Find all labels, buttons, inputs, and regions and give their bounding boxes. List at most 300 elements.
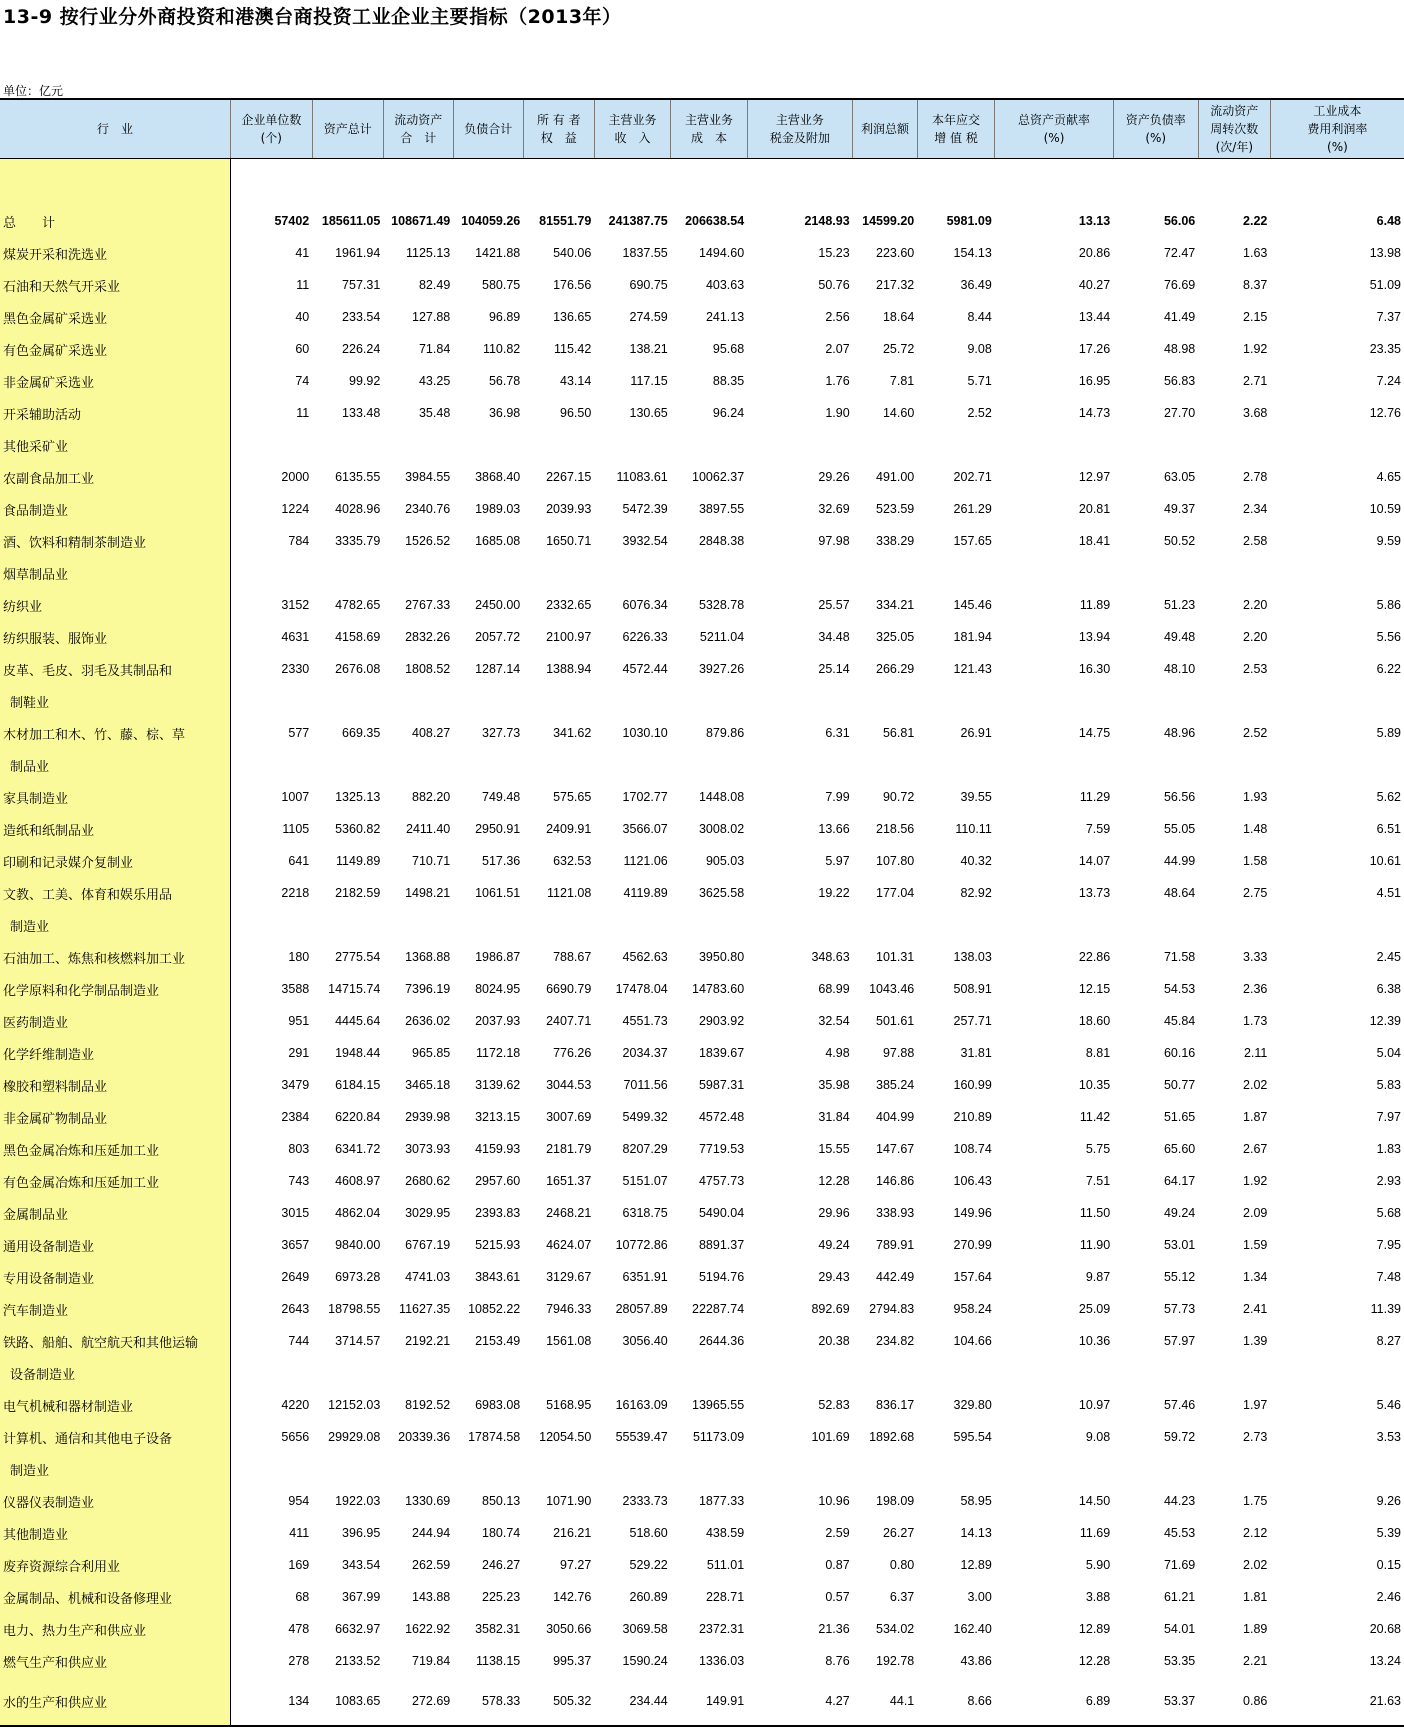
- value-cell: 505.32: [523, 1677, 594, 1726]
- value-cell: [1113, 429, 1198, 461]
- value-cell: 744: [288, 1334, 310, 1348]
- value-cell: 14.75: [1078, 726, 1111, 740]
- industry-name-cell: 化学纤维制造业: [0, 1037, 230, 1069]
- value-cell: 367.99: [342, 1590, 381, 1604]
- value-cell: 40: [295, 310, 310, 324]
- value-cell: 1.48: [1243, 822, 1268, 836]
- value-cell: 18.60: [1078, 1014, 1111, 1028]
- industry-name-cell: 专用设备制造业: [0, 1261, 230, 1293]
- value-cell: 9.08: [967, 342, 992, 356]
- industry-name-cell: 化学原料和化学制品制造业: [0, 973, 230, 1005]
- value-cell: 14715.74: [328, 982, 381, 996]
- value-cell: [230, 909, 312, 941]
- value-cell: 261.29: [953, 502, 992, 516]
- value-cell: [917, 557, 995, 589]
- value-cell: 55539.47: [615, 1430, 668, 1444]
- value-cell: [383, 429, 453, 461]
- value-cell: 10772.86: [615, 1238, 668, 1252]
- value-cell: 1892.68: [869, 1430, 915, 1444]
- value-cell: 4119.89: [623, 886, 668, 900]
- table-row: [0, 1197, 1404, 1229]
- value-cell: 2.46: [1376, 1590, 1401, 1604]
- value-cell: 3073.93: [405, 1142, 451, 1156]
- table-row: [0, 653, 1404, 685]
- value-cell: 6.38: [1376, 982, 1401, 996]
- value-cell: 12054.50: [539, 1430, 592, 1444]
- value-cell: [453, 429, 523, 461]
- value-cell: 0.80: [889, 1558, 915, 1572]
- value-cell: 31.81: [960, 1046, 992, 1060]
- industry-name-cell: 通用设备制造业: [0, 1229, 230, 1261]
- value-cell: 2340.76: [405, 502, 451, 516]
- table-row: [0, 1389, 1404, 1421]
- value-cell: 8.76: [825, 1654, 850, 1668]
- column-header-line: 周转次数: [1210, 122, 1259, 136]
- column-header-line: 收 入: [614, 131, 651, 145]
- table-row: [0, 429, 1404, 461]
- value-cell: [1113, 1453, 1198, 1485]
- value-cell: 511.01: [706, 1558, 745, 1572]
- value-cell: 16163.09: [615, 1398, 668, 1412]
- value-cell: 4757.73: [698, 1174, 745, 1188]
- value-cell: [917, 429, 995, 461]
- value-cell: 1961.94: [335, 246, 381, 260]
- value-cell: [523, 749, 594, 781]
- value-cell: 233.54: [342, 310, 381, 324]
- value-cell: 25.14: [818, 662, 850, 676]
- value-cell: 3657: [281, 1238, 310, 1252]
- value-cell: 2.59: [825, 1526, 850, 1540]
- value-cell: [383, 1453, 453, 1485]
- industry-name-cell: 电气机械和器材制造业: [0, 1389, 230, 1421]
- value-cell: 749.48: [482, 790, 521, 804]
- value-cell: 3015: [281, 1206, 310, 1220]
- value-cell: 10.61: [1369, 854, 1401, 868]
- value-cell: [230, 685, 312, 717]
- value-cell: 291: [288, 1046, 310, 1060]
- value-cell: 5.89: [1376, 726, 1401, 740]
- industry-name-cell: 仪器仪表制造业: [0, 1485, 230, 1517]
- value-cell: 65.60: [1163, 1142, 1196, 1156]
- value-cell: 1986.87: [475, 950, 521, 964]
- value-cell: 234.44: [594, 1677, 670, 1726]
- value-cell: 13.94: [1078, 630, 1111, 644]
- value-cell: [230, 557, 312, 589]
- value-cell: 71.69: [1163, 1558, 1196, 1572]
- table-row: [0, 1133, 1404, 1165]
- column-header: [312, 99, 383, 159]
- value-cell: 9.08: [1085, 1430, 1111, 1444]
- value-cell: 8.37: [1243, 278, 1268, 292]
- value-cell: 192.78: [876, 1654, 915, 1668]
- value-cell: 501.61: [876, 1014, 915, 1028]
- table-row: [0, 877, 1404, 909]
- value-cell: 2407.71: [546, 1014, 592, 1028]
- column-header-line: 企业单位数: [241, 113, 302, 127]
- value-cell: 60: [295, 342, 310, 356]
- value-cell: [1198, 429, 1270, 461]
- value-cell: 478: [288, 1622, 310, 1636]
- value-cell: 2.67: [1243, 1142, 1268, 1156]
- value-cell: 35.48: [418, 406, 451, 420]
- value-cell: 1.73: [1243, 1014, 1268, 1028]
- value-cell: 12.97: [1078, 470, 1111, 484]
- value-cell: 2643: [281, 1302, 310, 1316]
- table-row: [0, 1069, 1404, 1101]
- value-cell: 5.86: [1376, 598, 1401, 612]
- table-row: [0, 1037, 1404, 1069]
- value-cell: 6767.19: [405, 1238, 451, 1252]
- value-cell: 9.87: [1085, 1270, 1111, 1284]
- industry-name-cell: 铁路、船舶、航空航天和其他运输: [0, 1325, 230, 1357]
- value-cell: 136.65: [553, 310, 592, 324]
- value-cell: 23.35: [1369, 342, 1401, 356]
- value-cell: [671, 557, 747, 589]
- value-cell: 1.75: [1243, 1494, 1268, 1508]
- value-cell: 0.15: [1376, 1558, 1401, 1572]
- value-cell: 2468.21: [546, 1206, 592, 1220]
- value-cell: 54.53: [1163, 982, 1196, 996]
- value-cell: 14.73: [1078, 406, 1111, 420]
- value-cell: [1270, 429, 1404, 461]
- value-cell: [453, 1453, 523, 1485]
- value-cell: 4.27: [747, 1677, 853, 1726]
- value-cell: 18.64: [882, 310, 915, 324]
- value-cell: 518.60: [629, 1526, 668, 1540]
- value-cell: 5.62: [1376, 790, 1401, 804]
- value-cell: 149.96: [953, 1206, 992, 1220]
- value-cell: 82.92: [960, 886, 992, 900]
- value-cell: 3868.40: [475, 470, 521, 484]
- value-cell: 1121.08: [547, 886, 592, 900]
- value-cell: 10.36: [1078, 1334, 1111, 1348]
- value-cell: 64.17: [1163, 1174, 1196, 1188]
- value-cell: 43.25: [418, 374, 451, 388]
- value-cell: [917, 1357, 995, 1389]
- value-cell: 632.53: [553, 854, 592, 868]
- value-cell: 1.63: [1243, 246, 1268, 260]
- value-cell: 17874.58: [468, 1430, 521, 1444]
- value-cell: 338.29: [876, 534, 915, 548]
- value-cell: [383, 557, 453, 589]
- value-cell: [453, 909, 523, 941]
- value-cell: 107.80: [876, 854, 915, 868]
- value-cell: 13.24: [1369, 1654, 1401, 1668]
- value-cell: 1651.37: [546, 1174, 592, 1188]
- value-cell: 5472.39: [622, 502, 668, 516]
- value-cell: 1.93: [1243, 790, 1268, 804]
- value-cell: 7.48: [1376, 1270, 1401, 1284]
- value-cell: [1113, 557, 1198, 589]
- value-cell: [312, 685, 383, 717]
- value-cell: 58.95: [960, 1494, 992, 1508]
- value-cell: 6184.15: [335, 1078, 381, 1092]
- value-cell: 1.92: [1243, 342, 1268, 356]
- value-cell: 6632.97: [335, 1622, 381, 1636]
- value-cell: 18798.55: [328, 1302, 381, 1316]
- industry-name-cell: 其他采矿业: [0, 429, 230, 461]
- table-row: [0, 1517, 1404, 1549]
- value-cell: 1702.77: [622, 790, 668, 804]
- value-cell: 1061.51: [475, 886, 521, 900]
- value-cell: 149.91: [671, 1677, 747, 1726]
- value-cell: 2636.02: [405, 1014, 451, 1028]
- value-cell: 217.32: [876, 278, 915, 292]
- value-cell: 3335.79: [335, 534, 381, 548]
- value-cell: 1685.08: [475, 534, 521, 548]
- industry-name-cell: 水的生产和供应业: [0, 1677, 230, 1726]
- value-cell: 29.96: [818, 1206, 850, 1220]
- value-cell: 71.58: [1163, 950, 1196, 964]
- value-cell: 56.56: [1163, 790, 1196, 804]
- value-cell: 20.68: [1369, 1622, 1401, 1636]
- value-cell: 5.04: [1376, 1046, 1401, 1060]
- value-cell: [747, 685, 853, 717]
- value-cell: 8207.29: [622, 1142, 668, 1156]
- industry-name-cell: 制造业: [0, 909, 230, 941]
- value-cell: 580.75: [482, 278, 521, 292]
- value-cell: 49.24: [1163, 1206, 1196, 1220]
- industry-name-cell: 制鞋业: [0, 685, 230, 717]
- value-cell: 272.69: [383, 1677, 453, 1726]
- value-cell: 202.71: [953, 470, 992, 484]
- value-cell: 61.21: [1163, 1590, 1196, 1604]
- value-cell: 11.29: [1079, 790, 1111, 804]
- column-header: [523, 99, 594, 159]
- value-cell: 26.91: [960, 726, 992, 740]
- value-cell: 76.69: [1163, 278, 1196, 292]
- value-cell: 11.39: [1370, 1302, 1401, 1316]
- value-cell: 9840.00: [335, 1238, 381, 1252]
- industry-name-cell: 黑色金属矿采选业: [0, 301, 230, 333]
- value-cell: 4445.64: [335, 1014, 381, 1028]
- spacer-cell: [853, 159, 918, 206]
- value-cell: [523, 429, 594, 461]
- value-cell: 16.30: [1078, 662, 1111, 676]
- value-cell: 3213.15: [475, 1110, 521, 1124]
- value-cell: 177.04: [876, 886, 915, 900]
- value-cell: 21.63: [1270, 1677, 1404, 1726]
- value-cell: 958.24: [953, 1302, 992, 1316]
- value-cell: 97.27: [560, 1558, 592, 1572]
- value-cell: 11: [296, 406, 310, 420]
- value-cell: 51.23: [1163, 598, 1196, 612]
- value-cell: 35.98: [818, 1078, 850, 1092]
- column-header-line: 增 值 税: [934, 131, 978, 145]
- industry-name-cell: 电力、热力生产和供应业: [0, 1613, 230, 1645]
- data-table-container: [0, 98, 1404, 1727]
- value-cell: 246.27: [482, 1558, 521, 1572]
- value-cell: 11083.61: [616, 470, 668, 484]
- value-cell: 55.05: [1163, 822, 1196, 836]
- value-cell: 2.20: [1243, 598, 1268, 612]
- table-row: [0, 1229, 1404, 1261]
- industry-name-cell: 煤炭开采和洗选业: [0, 237, 230, 269]
- value-cell: 803: [288, 1142, 310, 1156]
- value-cell: [995, 909, 1113, 941]
- value-cell: 19.22: [818, 886, 850, 900]
- value-cell: 784: [288, 534, 310, 548]
- value-cell: 11.89: [1079, 598, 1111, 612]
- value-cell: 1.83: [1376, 1142, 1401, 1156]
- value-cell: 210.89: [953, 1110, 992, 1124]
- value-cell: 56.81: [882, 726, 915, 740]
- table-row: [0, 845, 1404, 877]
- value-cell: 1.97: [1243, 1398, 1268, 1412]
- value-cell: 43.14: [560, 374, 592, 388]
- value-cell: 115.42: [553, 342, 592, 356]
- value-cell: 145.46: [953, 598, 992, 612]
- value-cell: 53.01: [1163, 1238, 1196, 1252]
- value-cell: 6351.91: [622, 1270, 668, 1284]
- value-cell: 14.13: [960, 1526, 992, 1540]
- value-cell: 25.72: [882, 342, 915, 356]
- value-cell: [312, 1453, 383, 1485]
- value-cell: 5.75: [1085, 1142, 1111, 1156]
- value-cell: 9.26: [1376, 1494, 1401, 1508]
- value-cell: 6690.79: [546, 982, 592, 996]
- value-cell: 1007: [281, 790, 310, 804]
- value-cell: 5.56: [1376, 630, 1401, 644]
- industry-name-cell: 文教、工美、体育和娱乐用品: [0, 877, 230, 909]
- value-cell: 4631: [281, 630, 310, 644]
- table-row: [0, 717, 1404, 749]
- table-row: [0, 1485, 1404, 1517]
- value-cell: 5499.32: [622, 1110, 668, 1124]
- table-row: [0, 525, 1404, 557]
- value-cell: 7.97: [1376, 1110, 1401, 1124]
- industry-name-cell: 设备制造业: [0, 1357, 230, 1389]
- value-cell: 5656: [281, 1430, 310, 1444]
- value-cell: 16.95: [1078, 374, 1111, 388]
- value-cell: 12152.03: [328, 1398, 381, 1412]
- value-cell: [1113, 909, 1198, 941]
- spacer-cell: [594, 159, 670, 206]
- value-cell: 788.67: [553, 950, 592, 964]
- value-cell: 157.65: [953, 534, 992, 548]
- value-cell: 143.88: [412, 1590, 451, 1604]
- value-cell: 3.33: [1243, 950, 1268, 964]
- industry-name-cell: 酒、饮料和精制茶制造业: [0, 525, 230, 557]
- value-cell: [383, 1357, 453, 1389]
- value-cell: [523, 685, 594, 717]
- value-cell: 48.96: [1163, 726, 1196, 740]
- value-cell: 59.72: [1163, 1430, 1196, 1444]
- value-cell: 51.65: [1163, 1110, 1196, 1124]
- value-cell: 1388.94: [546, 662, 592, 676]
- table-row: [0, 301, 1404, 333]
- table-row: [0, 205, 1404, 237]
- value-cell: 2848.38: [698, 534, 745, 548]
- value-cell: 20.38: [818, 1334, 850, 1348]
- value-cell: 51173.09: [692, 1430, 745, 1444]
- value-cell: 7719.53: [698, 1142, 745, 1156]
- value-cell: 3007.69: [546, 1110, 592, 1124]
- value-cell: 10.97: [1078, 1398, 1111, 1412]
- value-cell: 327.73: [482, 726, 521, 740]
- value-cell: 6.89: [995, 1677, 1113, 1726]
- value-cell: 11: [296, 278, 310, 292]
- value-cell: 130.65: [629, 406, 668, 420]
- spacer-cell: [1113, 159, 1198, 206]
- value-cell: 1948.44: [335, 1046, 381, 1060]
- value-cell: 10.96: [818, 1494, 850, 1508]
- value-cell: 595.54: [953, 1430, 992, 1444]
- value-cell: 4159.93: [475, 1142, 521, 1156]
- value-cell: 266.29: [876, 662, 915, 676]
- value-cell: 2649: [281, 1270, 310, 1284]
- value-cell: 50.52: [1163, 534, 1196, 548]
- value-cell: 8024.95: [475, 982, 521, 996]
- value-cell: 97.88: [882, 1046, 915, 1060]
- column-header-line: 流动资产: [1210, 104, 1259, 118]
- value-cell: 36.49: [960, 278, 992, 292]
- value-cell: [853, 429, 918, 461]
- value-cell: 1622.92: [405, 1622, 451, 1636]
- value-cell: [853, 557, 918, 589]
- spacer-cell: [995, 159, 1113, 206]
- value-cell: 11.90: [1079, 1238, 1111, 1252]
- value-cell: 534.02: [876, 1622, 915, 1636]
- value-cell: 154.13: [953, 246, 992, 260]
- value-cell: 2.78: [1243, 470, 1268, 484]
- spacer-cell: [230, 159, 312, 206]
- value-cell: [917, 685, 995, 717]
- value-cell: [1198, 909, 1270, 941]
- value-cell: 104.66: [953, 1334, 992, 1348]
- table-row: [0, 813, 1404, 845]
- value-cell: 5360.82: [335, 822, 381, 836]
- value-cell: 101.31: [876, 950, 915, 964]
- value-cell: 13.44: [1078, 310, 1111, 324]
- table-row: [0, 1421, 1404, 1453]
- value-cell: 45.84: [1163, 1014, 1196, 1028]
- value-cell: 1172.18: [475, 1046, 521, 1060]
- table-row: [0, 237, 1404, 269]
- value-cell: 2957.60: [475, 1174, 521, 1188]
- value-cell: 6.48: [1376, 214, 1401, 228]
- value-cell: 3843.61: [475, 1270, 521, 1284]
- value-cell: 49.48: [1163, 630, 1196, 644]
- value-cell: 81551.79: [539, 214, 592, 228]
- column-header: [853, 99, 918, 159]
- value-cell: 6220.84: [335, 1110, 381, 1124]
- value-cell: 7.95: [1376, 1238, 1401, 1252]
- value-cell: 180.74: [482, 1526, 521, 1540]
- value-cell: 1287.14: [475, 662, 521, 676]
- value-cell: [1198, 1357, 1270, 1389]
- value-cell: 2794.83: [869, 1302, 915, 1316]
- value-cell: 329.80: [953, 1398, 992, 1412]
- value-cell: 34.48: [818, 630, 850, 644]
- value-cell: 36.98: [488, 406, 521, 420]
- industry-name-cell: 有色金属矿采选业: [0, 333, 230, 365]
- value-cell: [917, 909, 995, 941]
- spacer-cell: [0, 159, 230, 206]
- value-cell: 4158.69: [335, 630, 381, 644]
- industry-name-cell: 有色金属冶炼和压延加工业: [0, 1165, 230, 1197]
- value-cell: 6.37: [889, 1590, 915, 1604]
- industry-name-cell: 石油加工、炼焦和核燃料加工业: [0, 941, 230, 973]
- table-body: [0, 159, 1404, 1727]
- value-cell: 1330.69: [405, 1494, 451, 1508]
- value-cell: 12.89: [960, 1558, 992, 1572]
- value-cell: 96.24: [712, 406, 745, 420]
- value-cell: 669.35: [342, 726, 381, 740]
- table-row: [0, 1165, 1404, 1197]
- value-cell: 121.43: [953, 662, 992, 676]
- value-cell: 348.63: [811, 950, 850, 964]
